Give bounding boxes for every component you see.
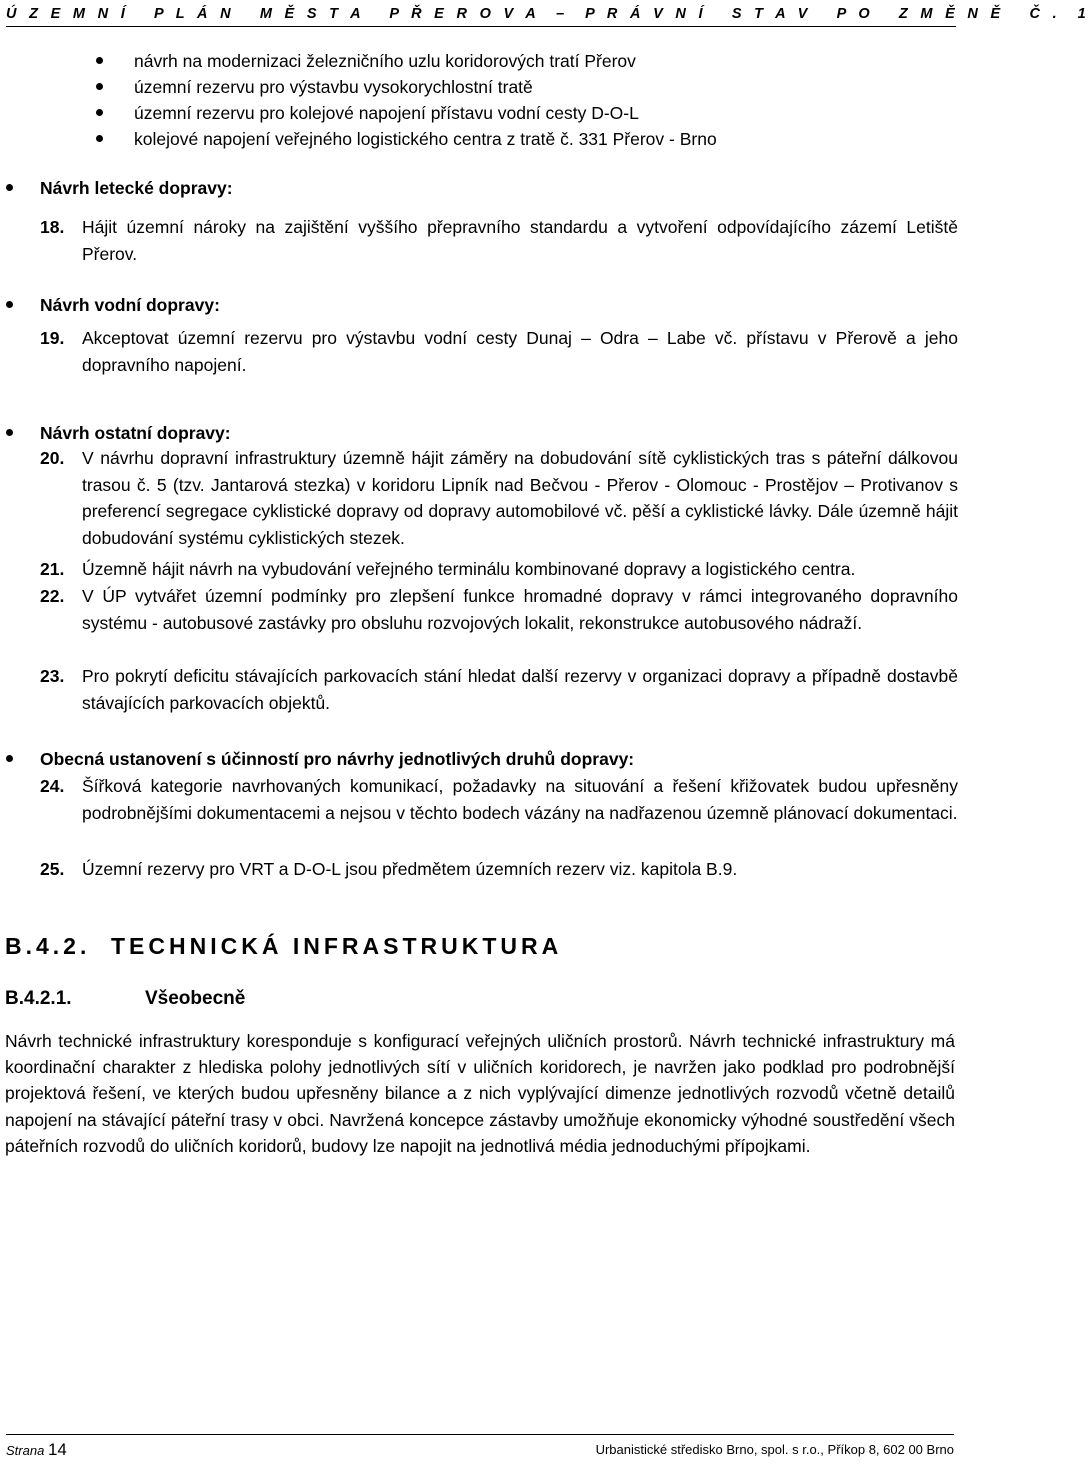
list-item: návrh na modernizaci železničního uzlu koridorových tratí Přerov xyxy=(134,51,636,71)
list-item xyxy=(40,214,958,267)
item-number: 22. xyxy=(40,586,65,606)
list-item xyxy=(40,325,958,378)
item-text: V ÚP vytvářet územní podmínky pro zlepšení funkce hromadné dopravy v rámci integrovaného dopravního systému - autobusové zastávky pro obsluhu rozvojových lokalit, rekonstrukce autobusového nádraží. xyxy=(82,586,958,633)
item-number: 19. xyxy=(40,328,65,348)
item-text: Územně hájit návrh na vybudování veřejného terminálu kombinované dopravy a logistického centra. xyxy=(82,559,856,579)
list-item xyxy=(40,663,958,716)
page-footer xyxy=(6,1434,954,1457)
list-item xyxy=(40,773,958,826)
section-heading-air: Návrh letecké dopravy: xyxy=(40,178,233,198)
document-title: Ú Z E M N Í P L Á N M Ě S T A P Ř E R O V A – P R Á V N Í S T A V P O Z M Ě N Ě Č . 1 xyxy=(6,6,1090,22)
item-number: 20. xyxy=(40,448,65,468)
list-item: kolejové napojení veřejného logistického centra z tratě č. 331 Přerov - Brno xyxy=(134,129,717,149)
subchapter-heading xyxy=(5,988,246,1010)
bullet-icon xyxy=(6,184,13,191)
section-heading-other: Návrh ostatní dopravy: xyxy=(40,423,231,443)
list-item: územní rezervu pro výstavbu vysokorychlostní tratě xyxy=(134,77,533,97)
item-number: 21. xyxy=(40,559,65,579)
item-text: Územní rezervy pro VRT a D-O-L jsou předmětem územních rezerv viz. kapitola B.9. xyxy=(82,859,738,879)
list-item xyxy=(40,445,958,551)
item-number: 24. xyxy=(40,776,65,796)
item-number: 25. xyxy=(40,859,65,879)
bullet-icon xyxy=(96,135,103,142)
chapter-heading xyxy=(5,933,563,960)
subchapter-title: Všeobecně xyxy=(145,988,246,1009)
item-text: Šířková kategorie navrhovaných komunikací, požadavky na situování a řešení křižovatek budou upřesněny podrobnějšími dokumentacemi a nejsou v těchto bodech vázány na nadřazenou územně plánovací dokumentaci. xyxy=(82,776,958,823)
item-text: Pro pokrytí deficitu stávajících parkovacích stání hledat další rezervy v organizaci dopravy a případně dostavbě stávajících parkovacích objektů. xyxy=(82,666,958,713)
chapter-title: TECHNICKÁ INFRASTRUKTURA xyxy=(111,933,563,959)
bullet-icon xyxy=(96,109,103,116)
chapter-number: B.4.2. xyxy=(5,933,91,959)
bullet-icon xyxy=(96,83,103,90)
page-header xyxy=(6,4,1090,27)
bullet-icon xyxy=(96,57,103,64)
subchapter-number: B.4.2.1. xyxy=(5,988,72,1009)
list-item: územní rezervu pro kolejové napojení přístavu vodní cesty D-O-L xyxy=(134,103,639,123)
item-text: Akceptovat územní rezervu pro výstavbu vodní cesty Dunaj – Odra – Labe vč. přístavu v Přerově a jeho dopravního napojení. xyxy=(82,328,958,375)
item-number: 23. xyxy=(40,666,65,686)
footer-publisher: Urbanistické středisko Brno, spol. s r.o., Příkop 8, 602 00 Brno xyxy=(595,1442,954,1457)
item-number: 18. xyxy=(40,217,65,237)
item-text: Hájit územní nároky na zajištění vyššího přepravního standardu a vytvoření odpovídajícího zázemí Letiště Přerov. xyxy=(82,217,958,264)
body-paragraph: Návrh technické infrastruktury koresponduje s konfigurací veřejných uličních prostorů. Návrh technické infrastruktury má koordinační charakter z hlediska polohy jednotlivých sítí v uličních koridorech, je navržen jako podklad pro podrobnější projektová řešení, ve kterých budou upřesněny bilance a z nich vyplývající dimenze jednotlivých rozvodů včetně detailů napojení na stávající páteřní trasy v obci. Navržená koncepce zástavby umožňuje ekonomicky výhodné soustředění všech páteřních rozvodů do uličních koridorů, budovy lze napojit na jednotlivá média jednoduchými přípojkami. xyxy=(5,1031,955,1156)
bullet-icon xyxy=(6,429,13,436)
bullet-icon xyxy=(6,755,13,762)
list-item xyxy=(40,583,958,636)
page-number: Strana 14 xyxy=(6,1440,67,1459)
list-item xyxy=(40,856,958,883)
section-heading-water: Návrh vodní dopravy: xyxy=(40,295,220,315)
item-text: V návrhu dopravní infrastruktury územně hájit záměry na dobudování sítě cyklistických tras s páteřní dálkovou trasou č. 5 (tzv. Jantarová stezka) v koridoru Lipník nad Bečvou - Přerov - Olomouc - Prostějov – Protivanov s preferencí segregace cyklistické dopravy od dopravy automobilové vč. pěší a cyklistické lávky. Dále územně hájit dobudování systému cyklistických stezek. xyxy=(82,448,958,548)
section-heading-general: Obecná ustanovení s účinností pro návrhy jednotlivých druhů dopravy: xyxy=(40,749,635,769)
bullet-icon xyxy=(6,301,13,308)
list-item xyxy=(40,556,958,583)
